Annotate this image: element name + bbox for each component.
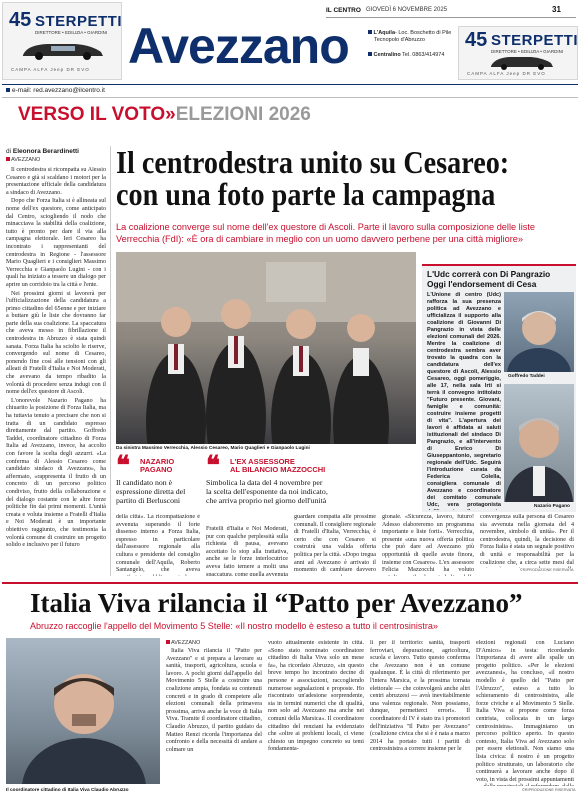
body-column-3	[206, 526, 288, 576]
article2-column-4	[476, 640, 574, 786]
car-image	[487, 54, 557, 70]
office-aquila-name: L'Aquila	[373, 30, 396, 36]
headline-line-1: Il centrodestra unito su Cesareo:	[116, 144, 510, 180]
header-bottom-rule	[2, 84, 578, 85]
header-rule	[326, 17, 576, 18]
paragraph: Nei prossimi giorni si lavorerà per l'ufficializzazione della candidatura a primo cittadino del 65enne e per iniziare a buttare giù le liste che dovranno far parte della sua coalizione. La spaccatura che aveva messo in fibrillazione il centrodestra in Abruzzo è stata quindi sanata. Forza Italia ha sciolto le riserve, convergendo sul nome di Cesareo, ponendo fine così alle tensioni con gli alleati di Fratelli d'Italia e Noi Moderati, che avevano da tempo ribadito la volontà di procedere senza indugi con il nome dell'ex questore di Ascoli.	[6, 290, 106, 396]
quote-author-1: L'EX ASSESSORE	[230, 457, 295, 466]
location-tag	[6, 157, 40, 163]
email-text: e-mail: red.avezzano@ilcentro.it	[12, 87, 105, 94]
location-text: AVEZZANO	[11, 157, 41, 163]
body-column-6	[480, 514, 574, 568]
photo-caption: Da sinistra Massimo Verrecchia, Alessio Cesareo, Mario Quaglieri e Gianpaolo Lugini	[116, 446, 310, 451]
paragraph: li per il territorio: sanità, trasporti ferroviari, depurazione, agricoltura, scuola e lavoro. Tutto questo conferma che Avezzano non è un comune qualunque. È la città di riferimento per l'intera Marsica, e la prossima tornata elettorale — che coinvolgerà anche altri centri abruzzesi — avrà inevitabilmente una valenza regionale. Non possiamo, dunque, permetterci errori». Il coordinatore di IV è stato tra i promotori dell'iniziativa "Il Patto per Avezzano" (coalizione civica che si è è nata a marzo 2014 ha portato tutti i partiti di centrosinistra a correre insieme per le	[370, 640, 470, 753]
sidebar-title-2: Oggi l'endorsement di Cesa	[427, 279, 537, 289]
quote-text: Simbolica la data del 4 novembre per la scelta dell'esponente da noi indicato, che arriva proprio nel giorno dell'unità	[206, 478, 328, 505]
ad-number: 45	[465, 29, 488, 51]
body-column-5	[382, 514, 474, 576]
office-aquila-address-2: Tecnopolo d'Abruzzo	[374, 37, 425, 43]
paragraph: della città». La ricompattazione è avvenuta superando il forte dissenso interno a Forza Italia, espresso in particolare dall'assessore regionale alla cultura e presidente del consiglio comunale dell'Aquila, Roberto Santangelo, che aveva	[116, 514, 200, 574]
body-column-2	[116, 514, 200, 576]
column-divider	[110, 146, 111, 576]
article2-photo	[6, 638, 160, 784]
car-image	[17, 39, 109, 61]
quote-author-2: PAGANO	[140, 465, 173, 474]
paragraph: vuoto attualmente esistente in città. «Sono stato nominato coordinatore cittadino di Italia Viva solo un mese fa», ha ricordato Abruzzo, «in questo breve tempo ho incontrato decine di persone e associazioni, raccogliendo numerose segnalazioni e proposte. Ho riscontrato un'adesione sorprendente, sia in termini numerici che di qualità, non solo ad Avezzano ma anche nei comuni della Marsica». Il coordinatore cittadino del renziani ha evidenziato che «oltre ai problemi locali, ci viene chiesto un impegno concreto su temi fondamenta-	[268, 640, 364, 753]
ad-brand: STERPETTI	[491, 32, 579, 49]
article2-headline: Italia Viva rilancia il “Patto per Avezzano”	[30, 588, 523, 618]
portrait-photo-pagano	[504, 384, 574, 502]
article2-column-3	[370, 640, 470, 794]
author-name: Eleonora Berardinetti	[12, 148, 79, 155]
section-divider	[2, 582, 578, 584]
quote-mark-icon: ❝	[116, 451, 130, 480]
group-photo-illustration	[116, 252, 416, 444]
ad-tagline: DIRETTORE • EDILIZIA • GIARDINI	[35, 30, 108, 35]
portrait-photo-taddei	[504, 292, 574, 372]
paragraph: convergenza sulla persona di Cesareo sia avvenuta nella giornata del 4 novembre, simbolo di unità». Per il centrodestra, quindi, la decisione di Forza Italia è stata un segnale positivo di unità e responsabilità per la coalizione che, a circa sette mesi dal	[480, 514, 574, 566]
paragraph: guardare compatta alle prossime comunali. Il consigliere regionale di Fratelli d'Italia, Verrecchia, è certo che con Cesareo si costruirà una valida offerta politica per la città. «Dopo tregua anni ad Avezzano è arrivato il momento di cambiare davvero	[294, 514, 376, 574]
kicker-secondary: ELEZIONI 2026	[175, 104, 311, 125]
portrait-caption-pagano: Nazario Pagano	[534, 504, 570, 509]
ad-tagline: DIRETTORE • EDILIZIA • GIARDINI	[491, 49, 564, 54]
paragraph: Il centrodestra si ricompatta su Alessio Cesareo e già si scaldano i motori per la presentazione ufficiale della candidatura a sindaco di Avezzano.	[6, 167, 106, 196]
article2-column-2	[268, 640, 364, 794]
paragraph: elezioni regionali con Luciano D'Amico» in testa: ricordando l'importanza di avere alle spalle un progetto politico. «Per le elezioni avezzanesi», ha concluso, «il nostro modello è quello del "Patto per l'Abruzzo", esteso a tutto lo schieramento di centrosinistra, alle forze civiche e al Movimento 5 Stelle. Italia Viva si propone come forza centrista, collocata in un largo centrosinistra». Immaginiamo un percorso politico aperto. In questo contesto, Italia Viva ad Avezzano solo per essere elettorali. Non siamo una lista civica: il nostro è un progetto politico strutturato, un laboratorio che continuerà a lavorare anche dopo il voto, in vista dei prossimi appuntamenti	[476, 640, 574, 783]
byline-prefix: di	[6, 148, 12, 155]
office-switchboard	[368, 52, 444, 58]
byline	[6, 148, 79, 156]
sidebar-body: L'Unione di centro (Udc) rafforza la sua presenza politica ad Avezzano e ufficializza il supporto alla coalizione di Giovanni Di Pangrazio in vista delle elezioni comunali del 2026. Mentre la coalizione di centrodestra sembra aver trovato la quadra con la candidatura dell'ex questore di Ascoli, Alessio Cesareo, oggi pomeriggio, alle 17, nella sala Irti si terrà il convegno intitolato "Futuro presente. Giovani, famiglie e comunità: costruire insieme progetti di vita". L'apertura dei lavori è affidata ai saluti istituzionali del sindaco Di Pangrazio, e all'intervento di Enrico Di Giuseppantonio, segretario regionale dell'Udc. Seguirà l'introduzione curata da Federica Colella, consigliera comunale di Avezzano e coordinatore dei comitato comunale Udc, vera protagonista	[427, 292, 501, 508]
office-aquila-address: - Loc. Boschetto di Pile	[395, 30, 452, 36]
quote-mark-icon: ❝	[206, 451, 220, 480]
email-link[interactable]	[6, 87, 105, 94]
page-number: 31	[552, 5, 561, 14]
paragraph: L'onorevole Nazario Pagano ha chiuarito la posizione di Forza Italia, ma ha tuttavia tenuto a precisare che non si tratta di un candidato espresso direttamente dal partito. Goffredo Taddei, coordinatore cittadino di Forza Italia ad Avezzano, invece, ha accolto con favore la scelta degli azzurri. «La conferma di Alessio Cesareo come candidato sindaco di Avezzano», ha affermato, «rappresenta il frutto di un concreto di un percorso politico condiviso, frutto della collaborazione e del dialogo costante con le altre forze politiche fin dai primi momenti. L'unità creata e voluta insieme a Fratelli d'Italia e Noi Moderati è un importante obiettivo raggiunto, che testimonia la volontà comune di costruire un progetto solido e inclusivo per il futuro	[6, 397, 106, 549]
ad-logos: CAMPA ALFA Jeep DR EVO	[467, 71, 546, 76]
paragraph: Fratelli d'Italia e Noi Moderati, pur con qualche perplessità sulla richiesta di pausa, avevano accettato lo stop alla trattativa, anche se le forze interlocutrice aveva fatto temere a molti una spaccatura, come quella avvenuta	[206, 526, 288, 576]
paragraph: gionale. «Sicurezza, lavoro, futuro! Adesso elaboreremo un programma importante e liste forti». Verrecchia, presente «una nuova offerta politica che può dare ad Avezzano più opportunità di quelle avute finora, insieme con Cesareo». L'ex assessore Felicia Mazzocchi ha voluto	[382, 514, 474, 574]
email-rule	[2, 97, 578, 98]
quote-text: Il candidato non è espressione diretta del partito di Berlusconi	[116, 478, 186, 505]
advertisement-right[interactable]	[458, 26, 578, 80]
sidebar-box	[422, 264, 576, 512]
ad-logos: CAMPA ALFA Jeep DR EVO	[11, 67, 90, 72]
main-photo	[116, 252, 416, 444]
location-text: AVEZZANO	[171, 640, 201, 646]
section-title: Avezzano	[128, 18, 349, 74]
ad-brand: STERPETTI	[35, 13, 123, 30]
article-subtitle: La coalizione converge sul nome dell'ex questore di Ascoli. Parte il lavoro sulla composizione delle liste Verrecchia (FdI): «È ora di cambiare in meglio con un uomo davvero perbene per una città migliore»	[116, 222, 535, 244]
headline	[116, 146, 578, 210]
article2-photo-caption: Il coordinatore cittadino di Italia Viva Claudio Abruzzo	[6, 788, 129, 793]
paragraph: Italia Viva rilancia il "Patto per Avezzano" e si prepara a lavorare su sanità, trasporti, agricoltura, scuola e lavoro. A pochi giorni dall'appello del Movimento 5 Stelle a costruire una coalizione ampia, fondata su contenuti concreti e in grado di competere alle elezioni comunali della primavera prossima, arriva anche la voce di Italia Viva. Tramite il coordinatore cittadino, Claudio Abruzzo, il partito guidato da Matteo Renzi ricorda l'importanza del confronto e della necessità di andare a colmare un	[166, 648, 262, 753]
newspaper-name: IL CENTRO	[326, 7, 361, 14]
switchboard-label: Centralino	[373, 52, 401, 58]
kicker	[18, 104, 311, 126]
body-column-4	[294, 514, 376, 576]
sidebar-title-1: L'Udc correrà con Di Pangrazio	[427, 269, 551, 279]
headline-line-2: con una foto parte la campagna	[116, 176, 496, 212]
portrait-caption-taddei: Goffredo Taddei	[508, 374, 545, 379]
advertisement-left[interactable]	[2, 2, 122, 80]
article2-copyright: ©RIPRODUZIONE RISERVATA	[522, 788, 576, 792]
kicker-separator: »	[165, 104, 176, 125]
left-column	[6, 167, 106, 574]
kicker-main: VERSO IL VOTO	[18, 104, 166, 125]
ad-number: 45	[9, 9, 32, 31]
issue-date: GIOVEDÌ 6 NOVEMBRE 2025	[366, 7, 448, 13]
quote-author-2: AL BILANCIO MAZZOCCHI	[230, 465, 326, 474]
quote-author-1: NAZARIO	[140, 457, 175, 466]
paragraph: Dopo che Forza Italia si è allineata sul nome dell'ex questore, come anticipato dal Centro, sciogliendo il nodo che minacciava la stabilità della coalizione, tutto è pronto per dare il via alla campagna elettorale. Ieri Cesareo ha incontrato i rappresentanti del centrodestra in Regione - l'assessore Mario Quaglieri e i consiglieri Massimo Verrecchia e Gianpaolo Lugini - con i quali ha iniziato a tessere un dialogo per aprire un corridoio tra la città e l'ente.	[6, 198, 106, 288]
switchboard-phone: Tel. 0863/414974	[402, 52, 445, 58]
office-aquila	[368, 30, 451, 44]
copyright-notice: ©RIPRODUZIONE RISERVATA	[520, 568, 574, 572]
article2-column-1	[166, 648, 262, 794]
article2-subtitle: Abruzzo raccoglie l'appello del Movimento 5 Stelle: «Il nostro modello è esteso a tutto il centrosinistra»	[30, 621, 438, 631]
email-icon	[6, 88, 10, 92]
article2-location-tag	[166, 640, 200, 646]
